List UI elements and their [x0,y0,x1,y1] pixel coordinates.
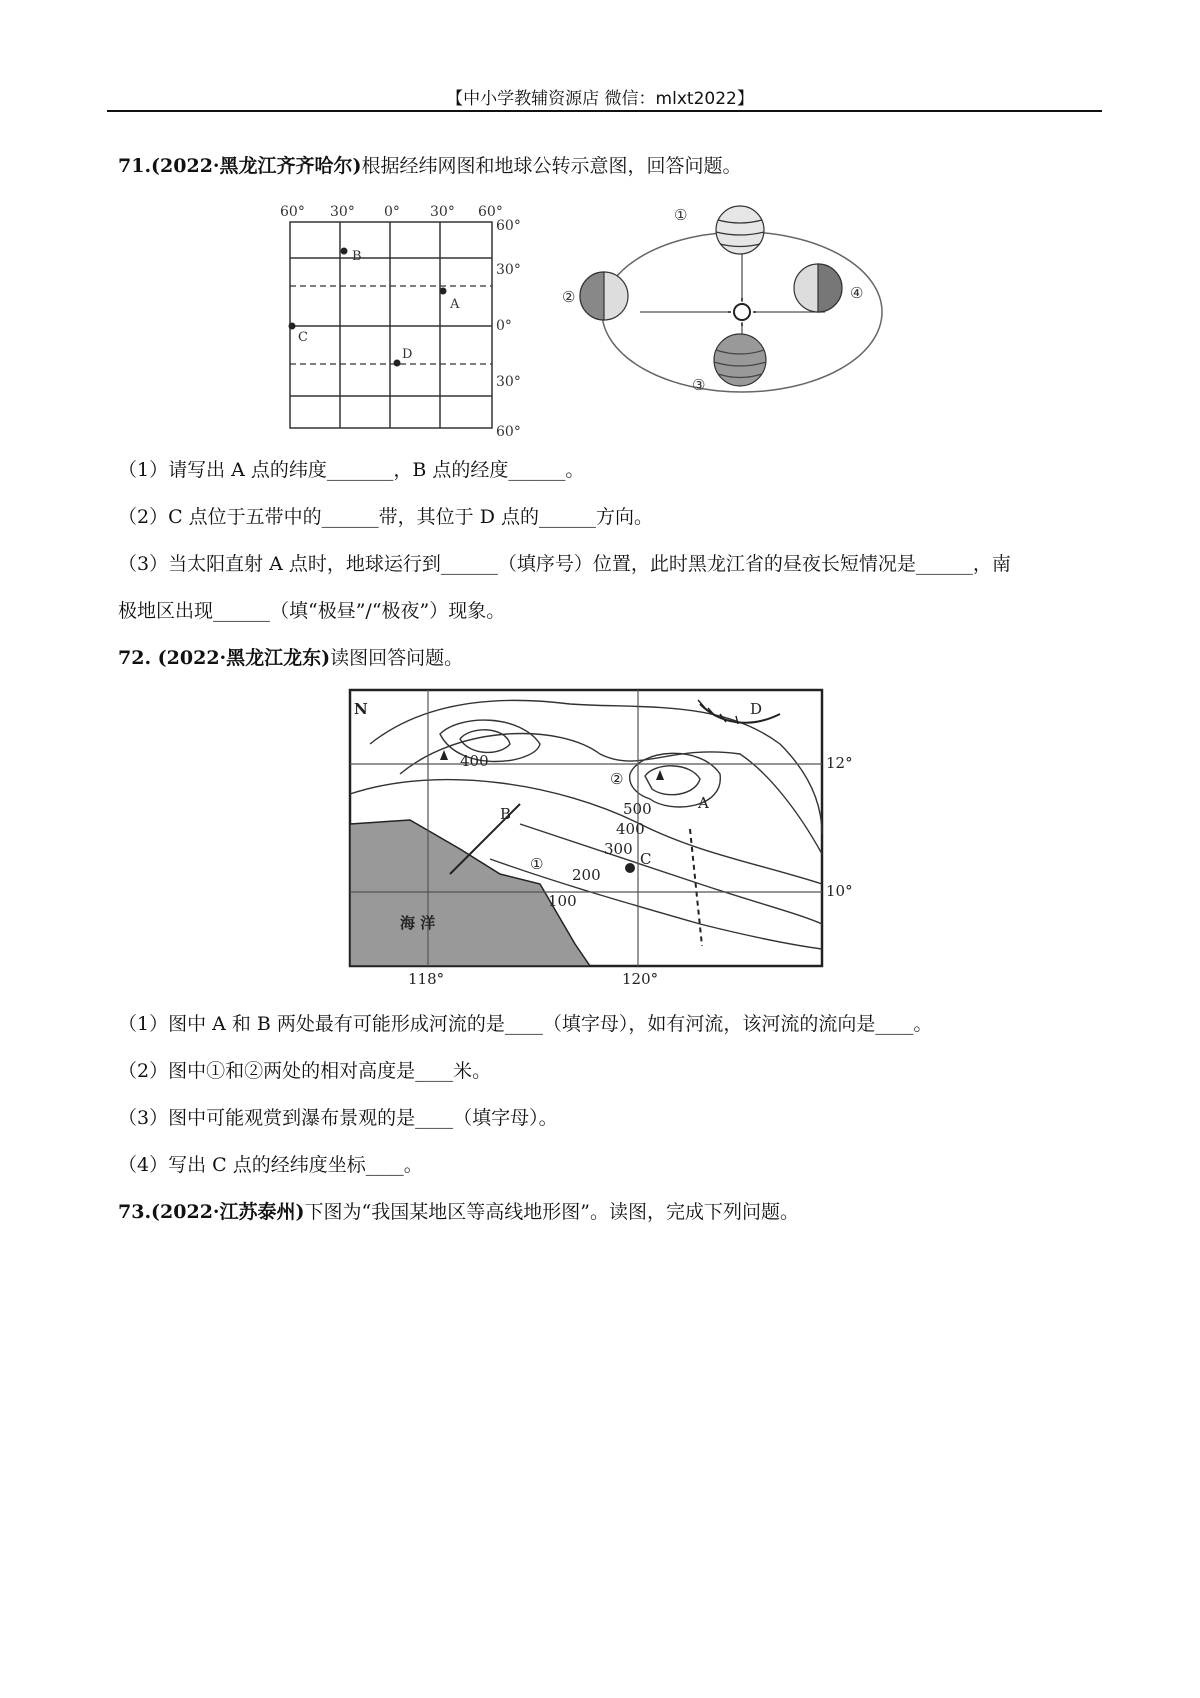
grid-lon-label: 30° [330,204,355,220]
question-71-number: 71.(2022·黑龙江齐齐哈尔) [118,155,362,177]
question-73-stem [118,1198,799,1226]
contour-map-figure [340,684,880,986]
contour-label-200: 200 [572,866,601,884]
lat-lon-grid-figure [280,200,540,440]
contour-label-500: 500 [623,800,652,818]
orbit-position-2: ② [562,288,576,306]
point-2-label: ② [610,770,624,788]
point-c-label: C [640,850,652,868]
orbit-position-4: ④ [850,284,864,302]
contour-label-400b: 400 [616,820,645,838]
page-header: 【中小学教辅资源店 微信：mlxt2022】 [446,89,754,109]
question-72-stem [118,644,463,672]
question-72-text: 读图回答问题。 [330,647,464,669]
ocean-label: 海 洋 [400,914,436,932]
north-arrow-label: N [354,700,368,718]
point-1-label: ① [530,855,544,873]
question-72-sub3: （3）图中可能观赏到瀑布景观的是____（填字母）。 [118,1107,558,1129]
point-a-label: A [698,794,709,812]
lat-label-12: 12° [826,754,853,772]
question-71-sub3a: （3）当太阳直射 A 点时，地球运行到______（填序号）位置，此时黑龙江省的昼夜长短情况是______，南 [118,553,1011,575]
question-72-sub4: （4）写出 C 点的经纬度坐标____。 [118,1154,423,1176]
question-73-text: 下图为“我国某地区等高线地形图”。读图，完成下列问题。 [304,1201,799,1223]
grid-lat-label: 0° [496,318,512,334]
orbit-position-3: ③ [692,376,706,394]
grid-lat-label: 60° [496,424,521,440]
grid-lon-label: 60° [478,204,503,220]
point-b-label: B [352,249,362,264]
question-71-stem [118,152,742,180]
lon-label-118: 118° [408,970,445,986]
question-71-sub2: （2）C 点位于五带中的______带，其位于 D 点的______方向。 [118,506,653,528]
point-c-label: C [298,330,308,345]
grid-lon-label: 30° [430,204,455,220]
grid-lon-label: 60° [280,204,305,220]
lat-label-10: 10° [826,882,853,900]
question-72-sub2: （2）图中①和②两处的相对高度是____米。 [118,1060,492,1082]
contour-label-300: 300 [604,840,633,858]
orbit-position-1: ① [674,206,688,224]
question-72-number: 72. (2022·黑龙江龙东) [118,647,331,669]
contour-label-100: 100 [548,892,577,910]
grid-lat-label: 30° [496,374,521,390]
grid-lon-label: 0° [384,204,400,220]
point-d-label: D [402,347,413,362]
earth-orbit-figure [560,200,905,425]
question-71-sub1: （1）请写出 A 点的纬度_______，B 点的经度______。 [118,459,585,481]
contour-label-400: 400 [460,752,489,770]
point-d-label: D [750,700,763,718]
question-72-sub1: （1）图中 A 和 B 两处最有可能形成河流的是____（填字母），如有河流，该河流的流向是____。 [118,1013,933,1035]
lon-label-120: 120° [622,970,659,986]
point-b-label: B [500,805,512,823]
question-71-sub3b: 极地区出现______（填“极昼”/“极夜”）现象。 [118,600,506,622]
header-rule [107,110,1102,112]
question-73-number: 73.(2022·江苏泰州) [118,1201,305,1223]
question-71-text: 根据经纬网图和地球公转示意图，回答问题。 [361,155,742,177]
grid-lat-label: 60° [496,218,521,234]
point-a-label: A [450,297,460,312]
grid-lat-label: 30° [496,262,521,278]
